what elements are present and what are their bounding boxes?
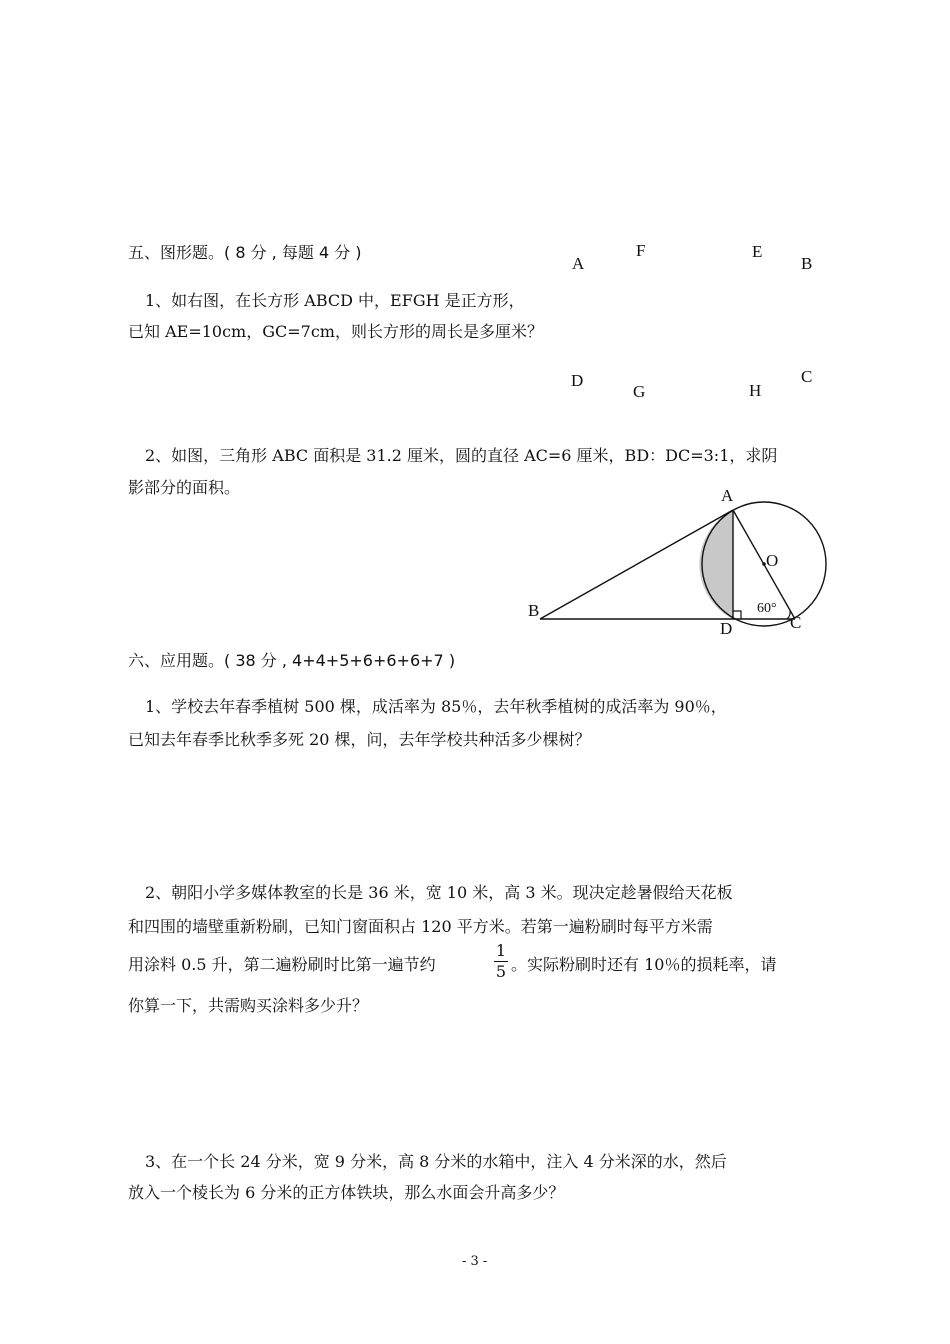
fraction-one-fifth xyxy=(494,942,508,981)
label-b: B xyxy=(801,254,813,273)
label-c: C xyxy=(801,367,813,386)
q6-3-line-1: 3、在一个长 24 分米，宽 9 分米，高 8 分米的水箱中，注入 4 分米深的水，然后 xyxy=(145,1152,727,1171)
label-h: H xyxy=(749,381,762,400)
label-g: G xyxy=(633,382,646,401)
q6-2-line-1: 2、朝阳小学多媒体教室的长是 36 米，宽 10 米，高 3 米。现决定趁暑假给天花板 xyxy=(145,883,733,902)
section-6-heading: 六、应用题。( 38 分 , 4+4+5+6+6+6+7 ) xyxy=(128,651,456,670)
label-o: O xyxy=(766,551,779,570)
fraction-denominator: 5 xyxy=(495,962,507,981)
label-d2: D xyxy=(720,619,733,638)
q5-2-line-1: 2、如图，三角形 ABC 面积是 31.2 厘米，圆的直径 AC=6 厘米，BD：DC=3:1，求阴 xyxy=(145,446,778,465)
q5-1-line-1: 1、如右图，在长方形 ABCD 中，EFGH 是正方形， xyxy=(145,291,525,310)
fraction-numerator: 1 xyxy=(495,941,507,960)
label-a: A xyxy=(572,254,585,273)
q5-2-line-2: 影部分的面积。 xyxy=(128,478,241,497)
label-b2: B xyxy=(528,601,540,620)
label-f: F xyxy=(636,241,646,260)
q6-2-line-3a: 用涂料 0.5 升，第二遍粉刷时比第一遍节约 xyxy=(128,955,436,974)
q6-1-line-2: 已知去年春季比秋季多死 20 棵，问，去年学校共种活多少棵树？ xyxy=(128,730,591,749)
q5-1-line-2: 已知 AE=10cm，GC=7cm，则长方形的周长是多厘米？ xyxy=(128,322,543,341)
q6-2-line-2: 和四围的墙壁重新粉刷，已知门窗面积占 120 平方米。若第一遍粉刷时每平方米需 xyxy=(128,917,713,936)
page-number: - 3 - xyxy=(462,1254,488,1269)
label-angle-60: 60° xyxy=(757,601,777,616)
q6-1-line-1: 1、学校去年春季植树 500 棵，成活率为 85％，去年秋季植树的成活率为 90％， xyxy=(145,697,727,716)
q6-2-line-3b: 。实际粉刷时还有 10％的损耗率，请 xyxy=(511,955,777,974)
q6-2-line-4: 你算一下，共需购买涂料多少升？ xyxy=(128,996,369,1015)
label-a2: A xyxy=(721,486,734,505)
label-c2: C xyxy=(790,613,802,632)
label-d: D xyxy=(571,371,584,390)
q6-3-line-2: 放入一个棱长为 6 分米的正方体铁块，那么水面会升高多少？ xyxy=(128,1183,565,1202)
label-e: E xyxy=(752,242,763,261)
section-5-heading: 五、图形题。( 8 分 , 每题 4 分 ) xyxy=(128,243,362,262)
